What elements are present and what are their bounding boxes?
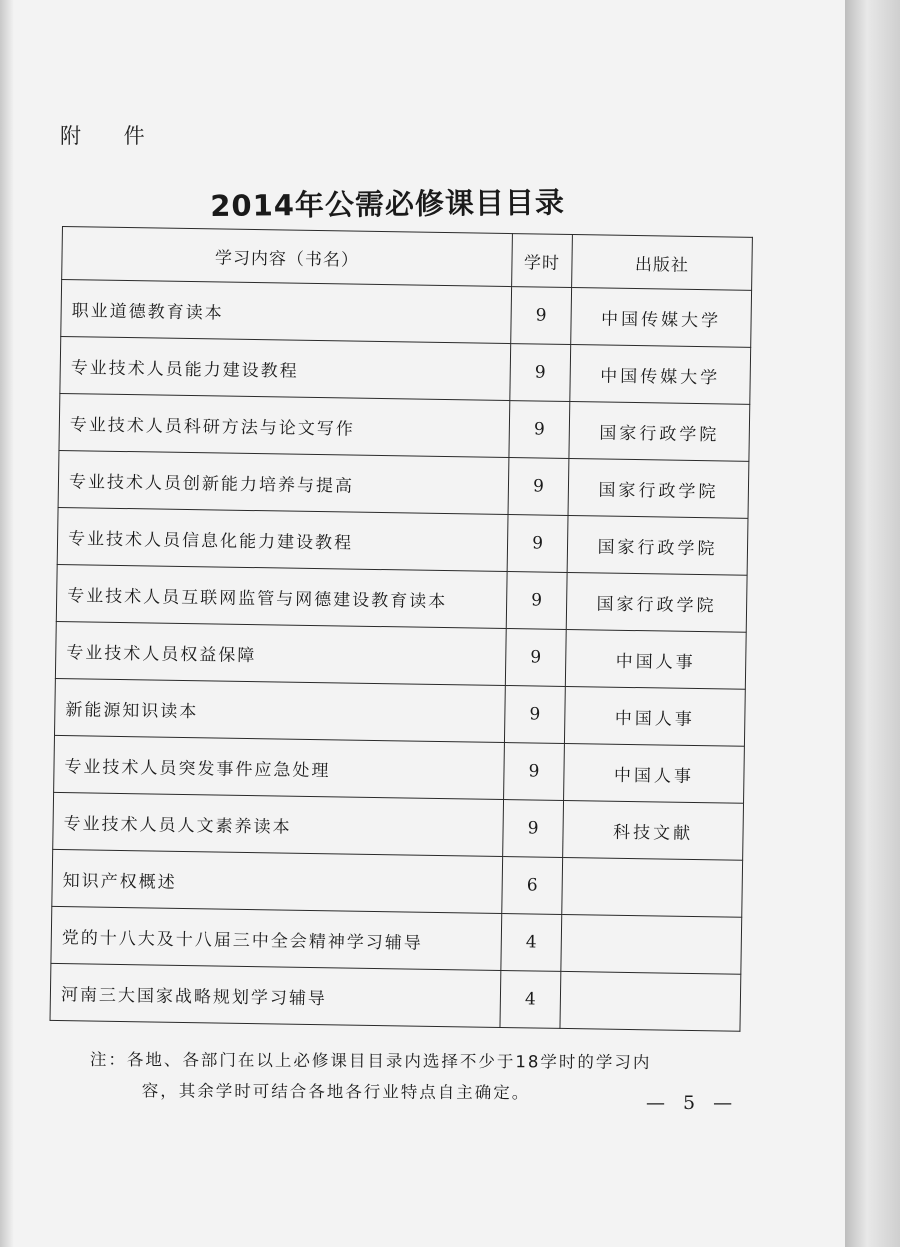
footnote-line-1: 注：各地、各部门在以上必修课目目录内选择不少于18学时的学习内: [89, 1049, 652, 1072]
course-name-cell: 新能源知识读本: [54, 678, 505, 742]
hours-cell: 9: [505, 629, 566, 687]
document-title: 2014年公需必修课目目录: [210, 185, 566, 223]
hours-cell: 9: [510, 344, 571, 402]
publisher-cell: [560, 971, 741, 1031]
page-stack-edge: [845, 0, 900, 1247]
publisher-cell: [562, 857, 743, 917]
publisher-cell: 科技文献: [563, 800, 744, 860]
hours-cell: 9: [503, 800, 564, 858]
publisher-cell: 中国人事: [564, 743, 745, 803]
hours-cell: 4: [500, 970, 561, 1028]
header-publisher: 出版社: [572, 235, 753, 291]
course-name-cell: 河南三大国家战略规划学习辅导: [50, 963, 501, 1027]
course-name-cell: 专业技术人员能力建设教程: [60, 336, 511, 400]
course-name-cell: 知识产权概述: [52, 849, 503, 913]
course-name-cell: 专业技术人员创新能力培养与提高: [58, 450, 509, 514]
publisher-cell: 中国传媒大学: [570, 345, 751, 405]
course-name-cell: 专业技术人员信息化能力建设教程: [57, 507, 508, 571]
header-content: 学习内容（书名）: [62, 227, 513, 287]
course-name-cell: 专业技术人员互联网监管与网德建设教育读本: [56, 564, 507, 628]
course-table: [50, 226, 753, 1032]
publisher-cell: 国家行政学院: [569, 401, 750, 461]
course-name-cell: 专业技术人员权益保障: [55, 621, 506, 685]
publisher-cell: 国家行政学院: [567, 515, 748, 575]
hours-cell: 9: [507, 515, 568, 573]
page-fold-shadow: [0, 0, 14, 1247]
course-name-cell: 党的十八大及十八届三中全会精神学习辅导: [51, 906, 502, 970]
hours-cell: 9: [506, 572, 567, 630]
publisher-cell: 中国传媒大学: [571, 288, 752, 348]
hours-cell: 9: [509, 401, 570, 459]
course-name-cell: 专业技术人员人文素养读本: [53, 792, 504, 856]
footnote-line-2: 容，其余学时可结合各地各行业特点自主确定。: [141, 1081, 531, 1103]
page-number: — 5 —: [646, 1092, 739, 1114]
table-body: [50, 280, 752, 1032]
hours-cell: 9: [508, 458, 569, 516]
publisher-cell: 中国人事: [564, 686, 745, 746]
publisher-cell: 国家行政学院: [566, 572, 747, 632]
course-name-cell: 专业技术人员突发事件应急处理: [54, 735, 505, 799]
course-name-cell: 专业技术人员科研方法与论文写作: [59, 393, 510, 457]
header-hours: 学时: [512, 234, 573, 288]
hours-cell: 9: [511, 287, 572, 345]
course-table-container: [50, 226, 752, 1032]
hours-cell: 9: [504, 686, 565, 744]
table-row: [50, 963, 741, 1031]
publisher-cell: 中国人事: [565, 629, 746, 689]
publisher-cell: 国家行政学院: [568, 458, 749, 518]
hours-cell: 4: [501, 913, 562, 971]
course-name-cell: 职业道德教育读本: [61, 280, 512, 344]
publisher-cell: [561, 914, 742, 974]
attachment-label: 附 件: [60, 124, 163, 148]
hours-cell: 9: [504, 743, 565, 801]
hours-cell: 6: [502, 856, 563, 914]
